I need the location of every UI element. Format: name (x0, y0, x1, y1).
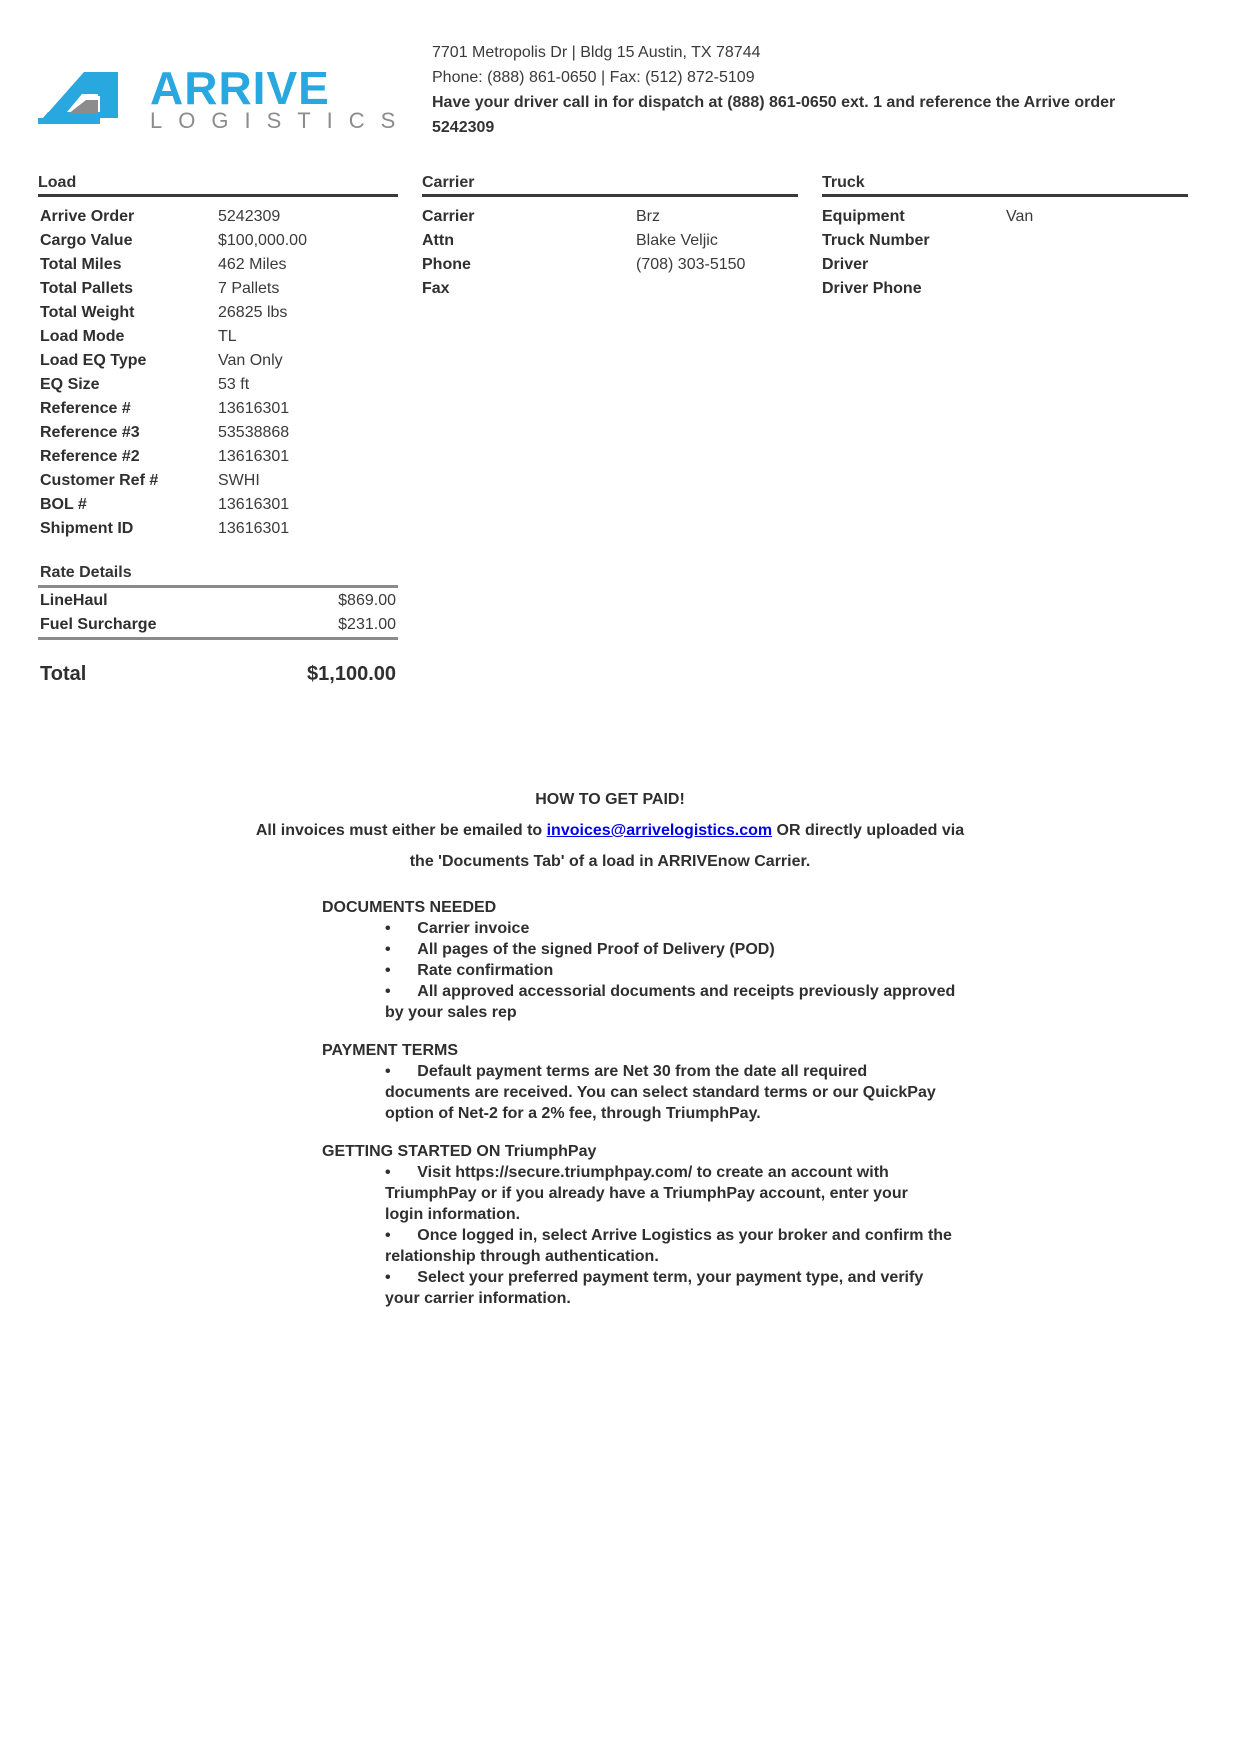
row-value: $100,000.00 (218, 232, 307, 249)
row-label: Equipment (822, 208, 905, 225)
row-label: Cargo Value (40, 232, 133, 249)
row-value: 13616301 (218, 496, 290, 513)
step2-line2: relationship through authentication. (385, 1248, 659, 1265)
row-label: EQ Size (40, 376, 100, 393)
document-needed-text: All approved accessorial documents and receipts previously approved (417, 983, 956, 1000)
documents-needed-title: DOCUMENTS NEEDED (322, 899, 497, 916)
payment-terms-title: PAYMENT TERMS (322, 1042, 459, 1059)
row-label: Fuel Surcharge (40, 616, 157, 633)
row-label: Truck Number (822, 232, 930, 249)
bullet: • (385, 1164, 391, 1181)
row-value: Blake Veljic (636, 232, 718, 249)
row-label: Arrive Order (40, 208, 135, 225)
row-value: 462 Miles (218, 256, 287, 273)
row-value: 13616301 (218, 520, 290, 537)
bullet: • (385, 920, 391, 937)
bullet: • (385, 1063, 391, 1080)
payment-terms-line3: option of Net-2 for a 2% fee, through TriumphPay. (385, 1105, 761, 1122)
payment-heading: HOW TO GET PAID! (535, 791, 685, 808)
getting-started-title: GETTING STARTED ON TriumphPay (322, 1143, 597, 1160)
row-value: 53 ft (218, 376, 250, 393)
row-value: Van Only (218, 352, 283, 369)
payment-terms-line2: documents are received. You can select standard terms or our QuickPay (385, 1084, 936, 1101)
carrier-section-title: Carrier (422, 174, 475, 191)
row-label: Total Miles (40, 256, 122, 273)
payment-terms-line1: Default payment terms are Net 30 from the date all required (417, 1063, 868, 1080)
rate-divider-top (38, 585, 398, 588)
step1-line2: TriumphPay or if you already have a TriumphPay account, enter your (385, 1185, 908, 1202)
dispatch-instruction: Have your driver call in for dispatch at (888) 861-0650 ext. 1 and reference the Arrive order (432, 94, 1116, 111)
bullet: • (385, 941, 391, 958)
total-value: $1,100.00 (307, 663, 396, 685)
bullet: • (385, 983, 391, 1000)
row-label: Shipment ID (40, 520, 134, 537)
payment-line1-pre: All invoices must either be emailed to (255, 822, 547, 839)
row-value: 13616301 (218, 448, 290, 465)
getting-started-step-2 (385, 1225, 952, 1246)
load-section-title: Load (38, 174, 77, 191)
load-divider (38, 194, 398, 197)
invoices-email-link[interactable]: invoices@arrivelogistics.com (546, 822, 773, 839)
document-needed-text: All pages of the signed Proof of Delivery (POD) (417, 941, 775, 958)
step3-line1: Select your preferred payment term, your payment type, and verify (417, 1269, 924, 1286)
row-label: Reference #2 (40, 448, 140, 465)
row-value: TL (218, 328, 237, 345)
row-label: Total Weight (40, 304, 135, 321)
payment-instructions-line2: the 'Documents Tab' of a load in ARRIVEnow Carrier. (409, 853, 811, 870)
getting-started-step-1 (385, 1162, 889, 1183)
company-address: 7701 Metropolis Dr | Bldg 15 Austin, TX 78744 (432, 44, 761, 61)
row-label: Load EQ Type (40, 352, 147, 369)
row-label: Carrier (422, 208, 475, 225)
row-value: Van (1006, 208, 1034, 225)
truck-divider (822, 194, 1188, 197)
document-needed-item (385, 960, 553, 981)
row-label: LineHaul (40, 592, 108, 609)
row-value: $231.00 (338, 616, 396, 633)
truck-section-title: Truck (822, 174, 865, 191)
svg-text:LOGISTICS: LOGISTICS (150, 108, 410, 133)
document-needed-item (385, 981, 955, 1002)
step3-line2: your carrier information. (385, 1290, 571, 1307)
row-label: Load Mode (40, 328, 125, 345)
row-value: 7 Pallets (218, 280, 280, 297)
document-needed-item (385, 918, 529, 939)
step1-line1: Visit https://secure.triumphpay.com/ to create an account with (417, 1164, 889, 1181)
getting-started-step-3 (385, 1267, 923, 1288)
row-value: 53538868 (218, 424, 290, 441)
carrier-divider (422, 194, 798, 197)
documents-needed-continuation: by your sales rep (385, 1004, 517, 1021)
row-value: $869.00 (338, 592, 396, 609)
bullet: • (385, 1227, 391, 1244)
row-label: Driver (822, 256, 869, 273)
step2-line1: Once logged in, select Arrive Logistics as your broker and confirm the (417, 1227, 952, 1244)
company-phone-fax: Phone: (888) 861-0650 | Fax: (512) 872-5109 (432, 69, 755, 86)
document-needed-text: Carrier invoice (417, 920, 530, 937)
row-value: 13616301 (218, 400, 290, 417)
row-label: BOL # (40, 496, 87, 513)
dispatch-order-number: 5242309 (432, 119, 495, 136)
row-label: Total Pallets (40, 280, 134, 297)
payment-line1-post: OR directly uploaded via (772, 822, 965, 839)
payment-instructions-line1 (0, 822, 1220, 840)
row-label: Attn (422, 232, 454, 249)
row-label: Customer Ref # (40, 472, 159, 489)
svg-text:ARRIVE: ARRIVE (150, 64, 330, 114)
row-label: Reference #3 (40, 424, 140, 441)
payment-terms-item (385, 1061, 867, 1082)
row-label: Reference # (40, 400, 131, 417)
rate-details-title: Rate Details (40, 564, 132, 581)
row-label: Fax (422, 280, 450, 297)
bullet: • (385, 962, 391, 979)
row-value: 26825 lbs (218, 304, 288, 321)
document-needed-item (385, 939, 775, 960)
step1-line3: login information. (385, 1206, 521, 1223)
row-value: SWHI (218, 472, 260, 489)
row-value: 5242309 (218, 208, 281, 225)
bullet: • (385, 1269, 391, 1286)
arrive-logistics-logo (38, 64, 410, 136)
row-label: Phone (422, 256, 471, 273)
row-label: Driver Phone (822, 280, 922, 297)
document-needed-text: Rate confirmation (417, 962, 554, 979)
row-value: Brz (636, 208, 660, 225)
total-label: Total (40, 663, 87, 685)
row-value: (708) 303-5150 (636, 256, 746, 273)
rate-divider-bottom (38, 637, 398, 640)
